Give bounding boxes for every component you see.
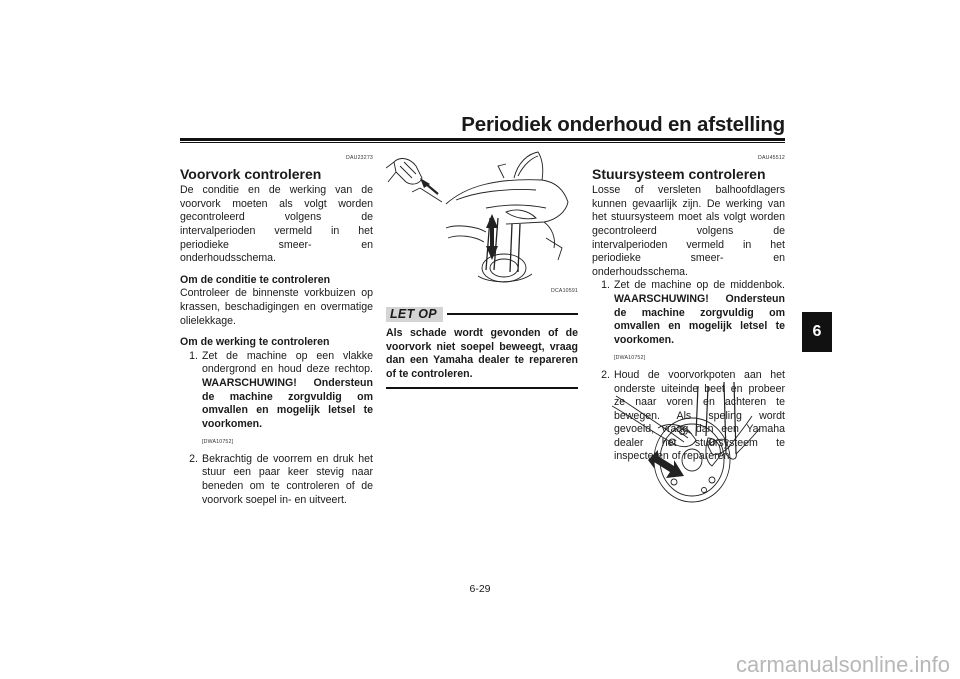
list-item (180, 350, 373, 432)
step-text: Bekrachtig de voorrem en druk het stuur een paar keer stevig naar beneden om te controleren of de voorvork soepel in- en uitveert. (202, 452, 373, 506)
warning-code: [DWA10752] (202, 439, 234, 446)
chapter-tab: 6 (802, 312, 832, 352)
list-number: 1. (189, 349, 198, 362)
warning-text: WAARSCHUWING! Ondersteun de machine zorgvuldig om omvallen en mogelijk letsel te voorkomen. (202, 376, 373, 430)
caution-end-rule (386, 387, 578, 389)
section-title: Voorvork controleren (180, 165, 322, 182)
warning-code: [DWA10752] (614, 355, 646, 362)
intro-paragraph: Losse of versleten balhoofdlagers kunnen gevaarlijk zijn. De werking van het stuursysteem moet als volgt worden gecontroleerd volgens de intervalperioden vermeld in het periodieke smeer- en onderhoudsschema. (592, 184, 785, 278)
list-number: 2. (601, 368, 610, 381)
header-rule (180, 138, 785, 141)
condition-text: Controleer de binnenste vorkbuizen op krassen, beschadigingen en overmatige olielekkage. (180, 287, 373, 327)
step-text: Zet de machine op de middenbok. (614, 279, 785, 292)
intro-paragraph: De conditie en de werking van de voorvork moeten als volgt worden gecontroleerd volgens de intervalperioden vermeld in het periodieke smeer- en onderhoudsschema. (180, 184, 373, 265)
list-item (592, 279, 785, 347)
step-text: Zet de machine op een vlakke ondergrond en houd deze rechtop. (202, 349, 373, 376)
watermark: carmanualsonline.info (735, 652, 950, 677)
caution-label: LET OP (386, 307, 443, 323)
caution-code: DCA10591 (551, 288, 578, 294)
steering-illustration (612, 376, 762, 506)
warning-text: WAARSCHUWING! Ondersteun de machine zorgvuldig om omvallen en mogelijk letsel te voorkomen. (614, 292, 785, 346)
operation-heading: Om de werking te controleren (180, 336, 330, 349)
section-title: Stuursysteem controleren (592, 165, 766, 182)
front-fork-illustration (386, 148, 578, 284)
section-code: DAU45512 (758, 155, 785, 161)
page-number: 6-29 (469, 583, 491, 595)
section-code: DAU23273 (346, 155, 373, 161)
column-front-fork (180, 152, 373, 507)
step-text: Houd de voorvorkpoten aan het onderste uiteinde beet en probeer ze naar voren en achteren te bewegen. Als speling wordt gevoeld, vraag dan een Yamaha dealer het stuursysteem te inspecteren of repareren. (614, 368, 785, 463)
condition-heading: Om de conditie te controleren (180, 273, 331, 286)
header-rule-thin (180, 142, 785, 143)
caution-text: Als schade wordt gevonden of de voorvork niet soepel beweegt, vraag dan een Yamaha dealer te repareren of te controleren. (386, 327, 578, 380)
list-number: 1. (601, 279, 610, 292)
page-header-title: Periodiek onderhoud en afstelling (461, 113, 785, 136)
caution-rule (447, 313, 578, 315)
list-item (180, 453, 373, 507)
column-caution (386, 285, 578, 389)
list-number: 2. (189, 452, 198, 465)
